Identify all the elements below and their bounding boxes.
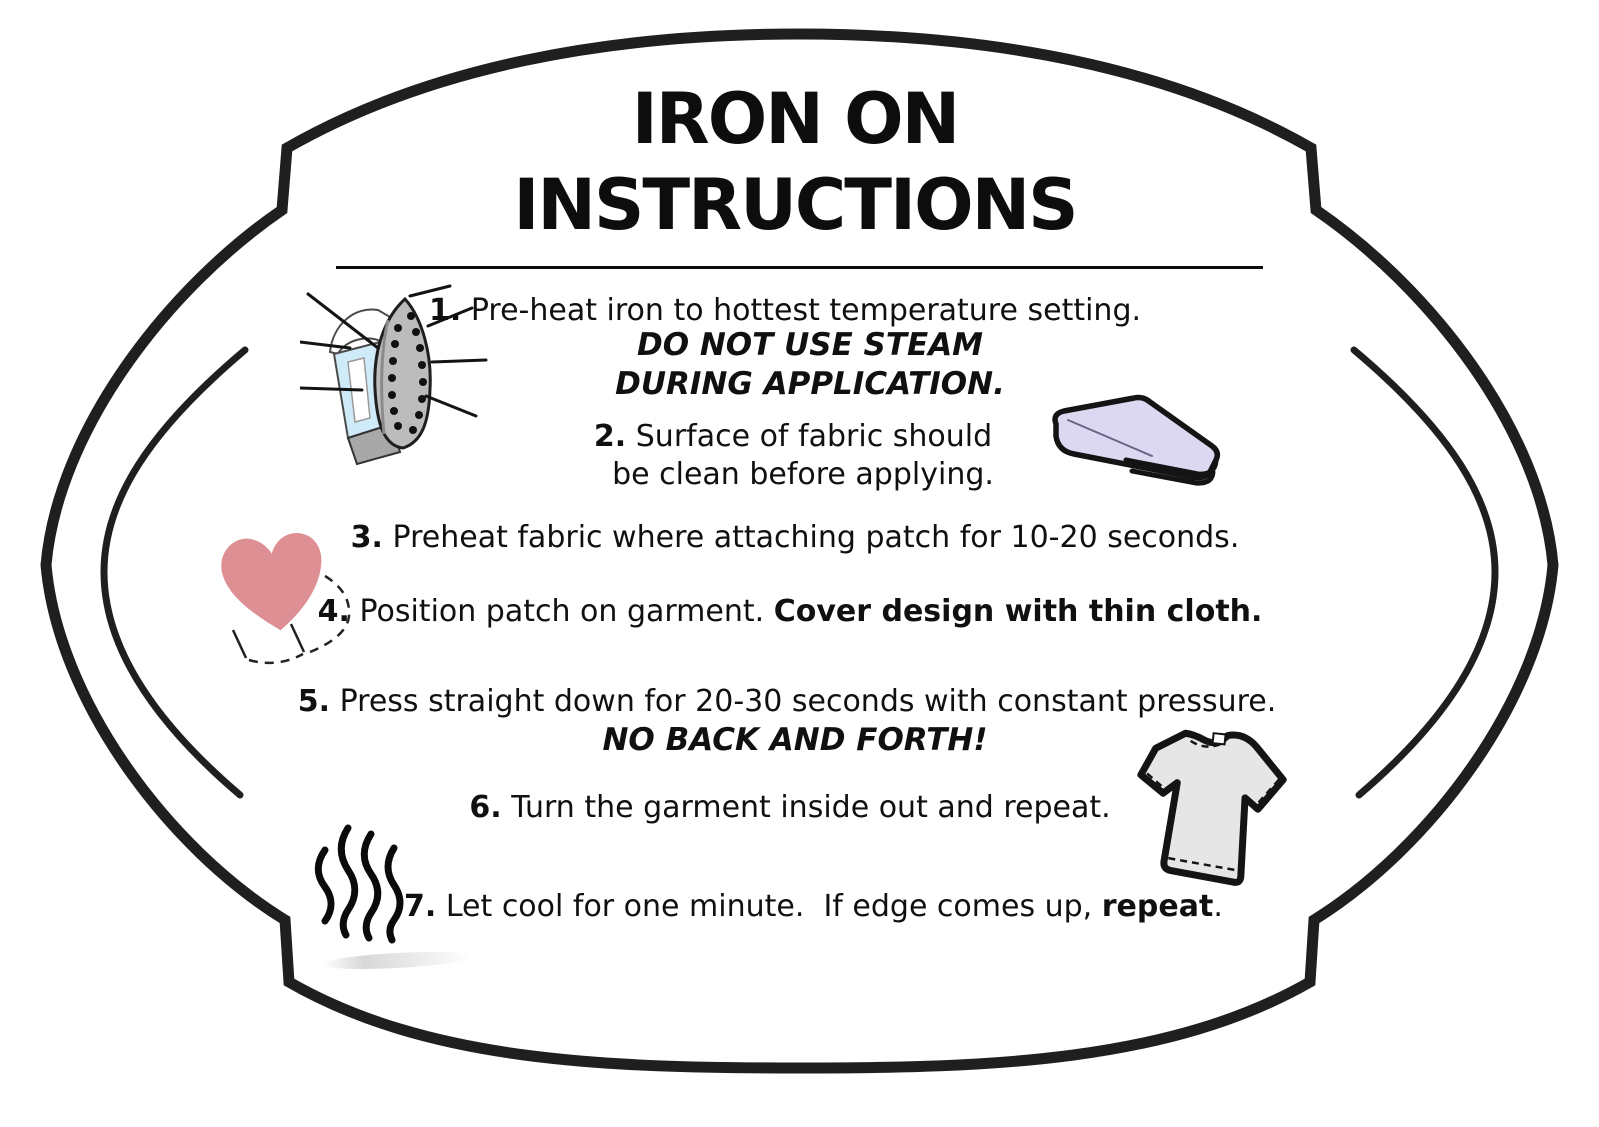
tshirt-body — [1131, 726, 1288, 887]
instruction-3-number: 3. — [350, 520, 383, 555]
instruction-3 — [351, 520, 1240, 556]
instruction-7-bold-text: repeat — [1101, 889, 1214, 924]
instruction-1-emphasis-line2: DURING APPLICATION. — [615, 366, 1005, 402]
title-divider — [336, 266, 1263, 269]
heart-patch-icon — [213, 518, 363, 668]
tshirt-collar-tag — [1213, 733, 1226, 744]
steam-wave-1 — [318, 850, 331, 921]
instruction-2-text-line2: be clean before applying. — [612, 457, 994, 492]
instruction-5-emphasis: NO BACK AND FORTH! — [602, 722, 988, 758]
instruction-6 — [469, 790, 1110, 826]
instruction-4-number: 4. — [317, 594, 350, 629]
frame-inner-arc-right — [1354, 350, 1495, 795]
instruction-6-text: Turn the garment inside out and repeat. — [511, 790, 1111, 825]
instruction-1-text: Pre-heat iron to hottest temperature setting. — [470, 293, 1142, 328]
cloth-body — [1055, 398, 1217, 478]
steam-wave-4 — [388, 848, 400, 940]
instruction-7-number: 7. — [404, 889, 437, 924]
instruction-7 — [404, 889, 1223, 925]
tshirt-icon — [1128, 720, 1288, 892]
instruction-5 — [298, 684, 1277, 720]
instruction-2-line1 — [594, 419, 992, 455]
instruction-6-number: 6. — [469, 790, 502, 825]
instruction-7-text: Let cool for one minute. If edge comes up, — [445, 889, 1102, 924]
heart-shape — [218, 528, 331, 637]
page-title-line2: INSTRUCTIONS — [513, 164, 1077, 246]
instruction-4-text: Position patch on garment. — [359, 594, 774, 629]
instruction-1-emphasis-line1: DO NOT USE STEAM — [636, 327, 984, 363]
steam-wave-2 — [341, 828, 355, 935]
instruction-1 — [429, 293, 1141, 329]
steam-icon — [312, 820, 404, 945]
steam-wave-3 — [364, 834, 378, 938]
instruction-5-text: Press straight down for 20-30 seconds with constant pressure. — [339, 684, 1277, 719]
instruction-4 — [318, 594, 1263, 630]
instruction-4-bold-text: Cover design with thin cloth. — [773, 594, 1263, 629]
instruction-5-number: 5. — [297, 684, 330, 719]
page-title-line1: IRON ON — [631, 78, 959, 160]
instruction-3-text: Preheat fabric where attaching patch for 10-20 seconds. — [392, 520, 1240, 555]
instruction-2-text-line1: Surface of fabric should — [635, 419, 993, 454]
instruction-2-line2 — [612, 457, 994, 493]
instruction-1-number: 1. — [428, 293, 462, 328]
instruction-2-number: 2. — [593, 419, 627, 454]
instruction-7-tail: . — [1213, 889, 1223, 924]
folded-cloth-icon — [1040, 394, 1225, 496]
